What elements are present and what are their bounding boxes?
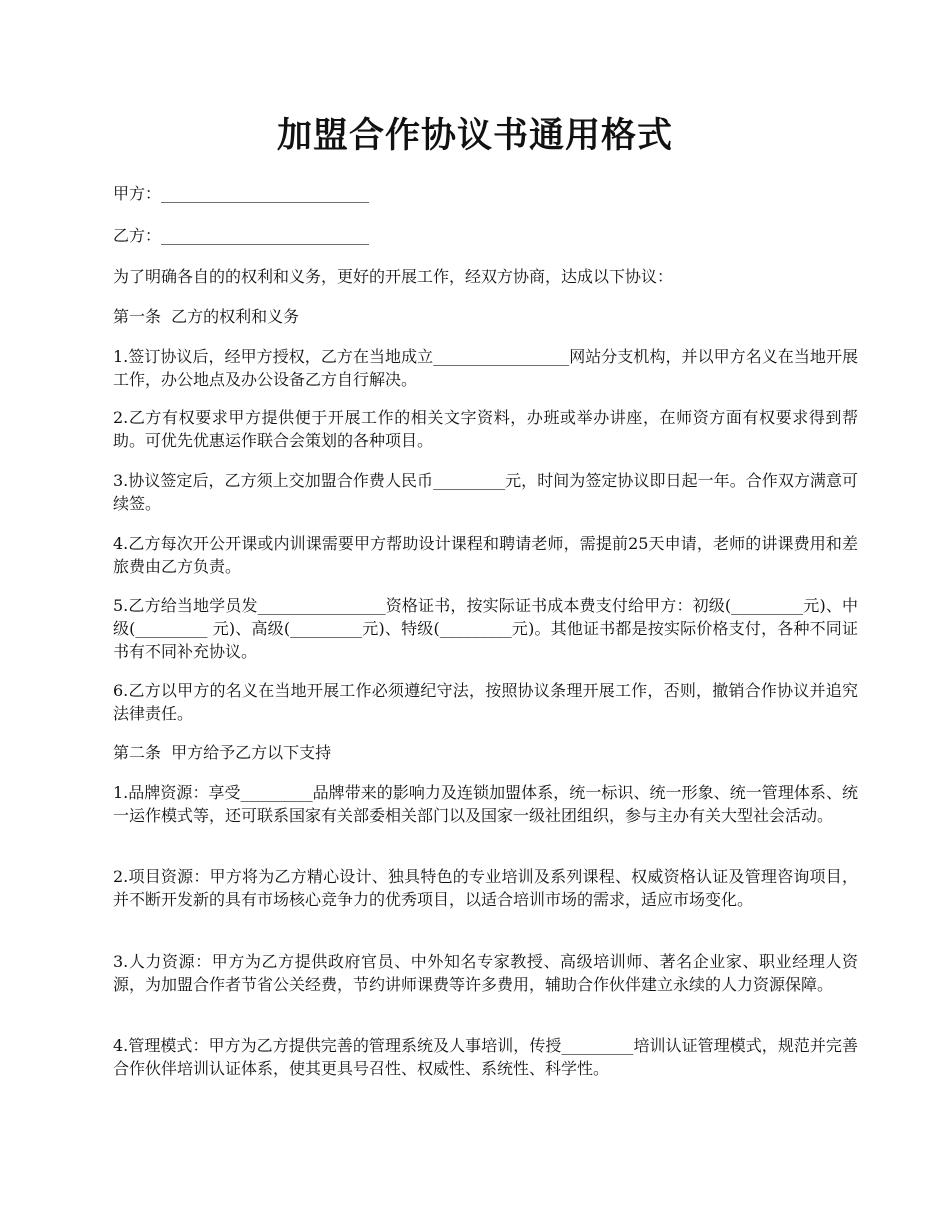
party-a-line: 甲方：__________________________ — [113, 184, 370, 203]
article-1-item-3: 3.协议签定后，乙方须上交加盟合作费人民币_________元，时间为签定协议即日起一年。合作双方满意可续签。 — [113, 471, 858, 513]
article-2-heading: 第二条 甲方给予乙方以下支持 — [113, 743, 332, 762]
document-title: 加盟合作协议书通用格式 — [276, 115, 673, 156]
party-b-line: 乙方：__________________________ — [113, 226, 370, 245]
article-1-item-4: 4.乙方每次开公开课或内训课需要甲方帮助设计课程和聘请老师，需提前25天申请，老师的讲课费用和差旅费由乙方负责。 — [113, 534, 858, 576]
article-2-item-1: 1.品牌资源：享受_________品牌带来的影响力及连锁加盟体系，统一标识、统一形象、统一管理体系、统一运作模式等，还可联系国家有关部委相关部门以及国家一级社团组织，参与主办有关大型社会活动。 — [113, 783, 858, 825]
article-1-item-1: 1.签订协议后，经甲方授权，乙方在当地成立_________________网站分支机构，并以甲方名义在当地开展工作，办公地点及办公设备乙方自行解决。 — [113, 347, 858, 389]
article-1-item-6: 6.乙方以甲方的名义在当地开展工作必须遵纪守法，按照协议条理开展工作，否则，撤销合作协议并追究法律责任。 — [113, 681, 858, 723]
article-1-heading: 第一条 乙方的权利和义务 — [113, 307, 300, 326]
article-2-item-3: 3.人力资源：甲方为乙方提供政府官员、中外知名专家教授、高级培训师、著名企业家、职业经理人资源，为加盟合作者节省公关经费，节约讲师课费等许多费用，辅助合作伙伴建立永续的人力资源保障。 — [113, 952, 858, 994]
article-2-item-4: 4.管理模式：甲方为乙方提供完善的管理系统及人事培训，传授_________培训认证管理模式，规范并完善合作伙伴培训认证体系，使其更具号召性、权威性、系统性、科学性。 — [113, 1036, 858, 1078]
article-1-item-5: 5.乙方给当地学员发________________资格证书，按实际证书成本费支付给甲方：初级(_________元)、中级(_________ 元)、高级(_________元)、特级(_________元)。其他证书都是按实际价格支付，各种不同证书有不同补充协议。 — [113, 596, 858, 661]
article-1-item-2: 2.乙方有权要求甲方提供便于开展工作的相关文字资料，办班或举办讲座，在师资方面有权要求得到帮助。可优先优惠运作联合会策划的各种项目。 — [113, 408, 858, 450]
article-2-item-2: 2.项目资源：甲方将为乙方精心设计、独具特色的专业培训及系列课程、权威资格认证及管理咨询项目，并不断开发新的具有市场核心竞争力的优秀项目，以适合培训市场的需求，适应市场变化。 — [113, 867, 858, 909]
intro-paragraph: 为了明确各自的的权利和义务，更好的开展工作，经双方协商，达成以下协议： — [113, 267, 674, 286]
